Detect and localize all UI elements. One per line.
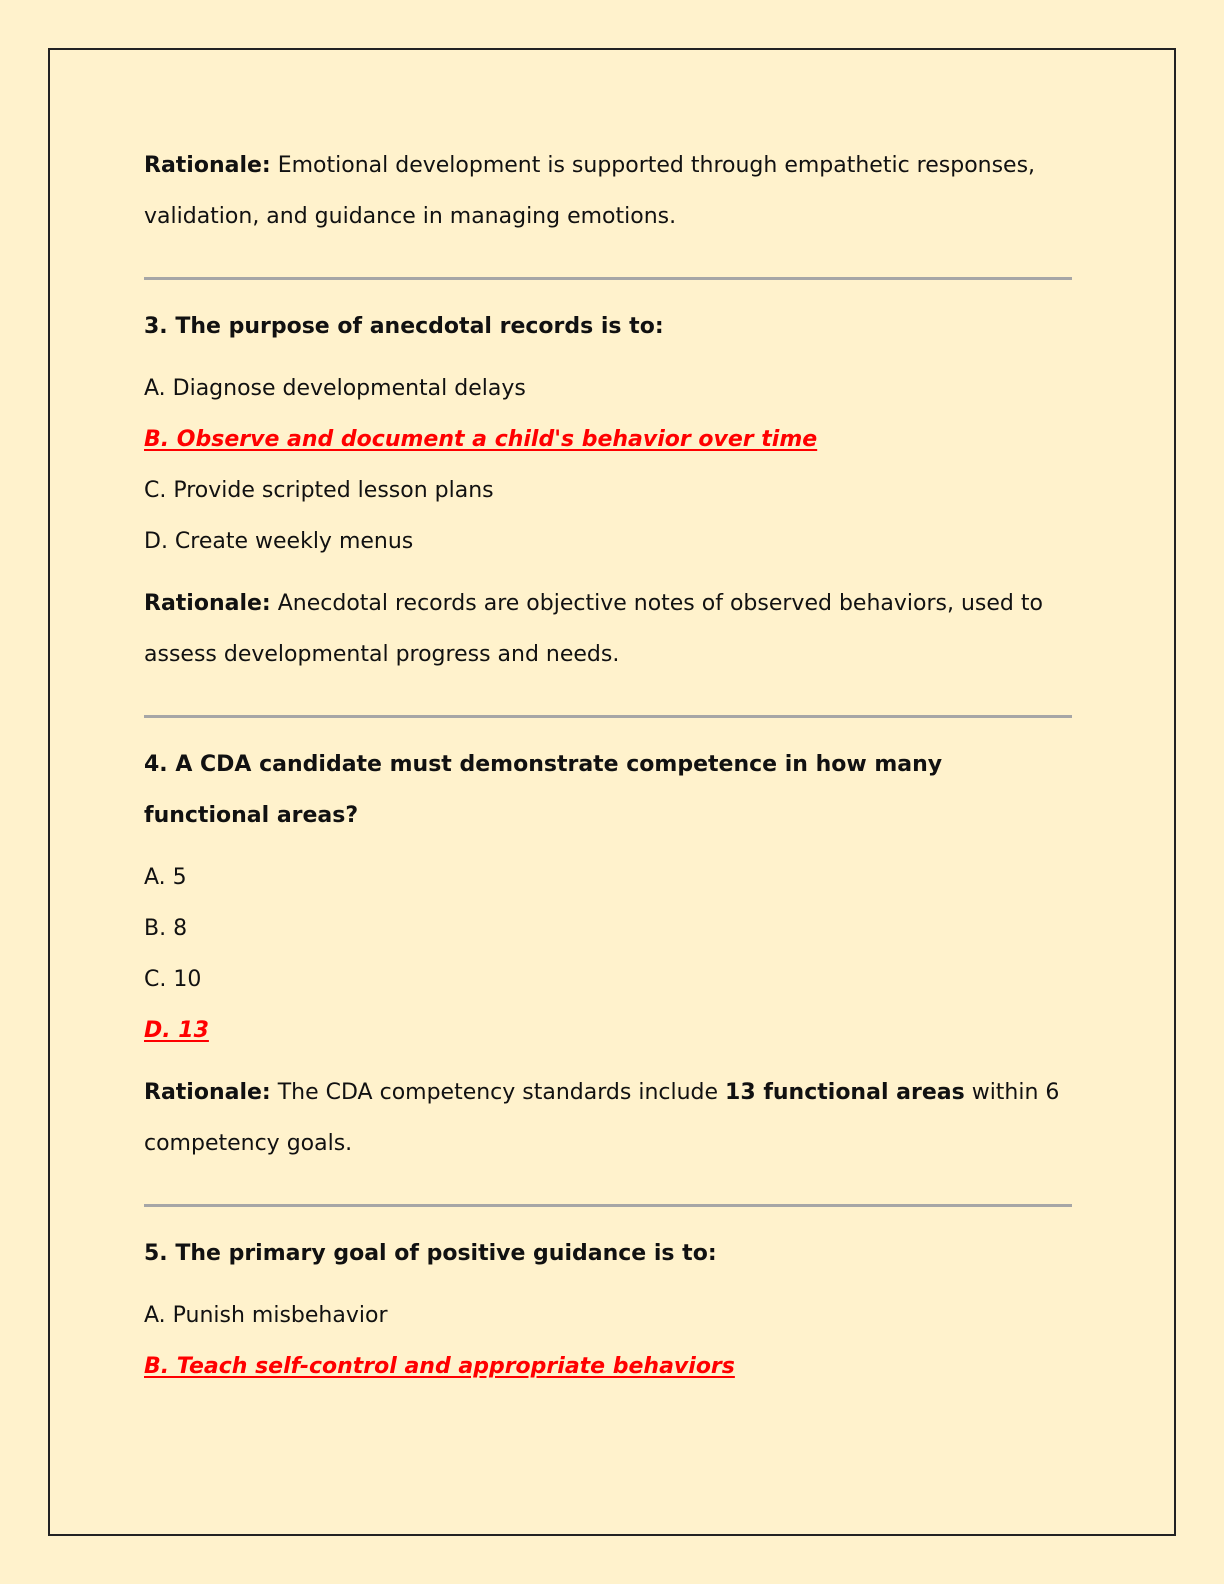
question-4-option-c: C. 10 [144, 967, 202, 992]
question-5-title: 5. The primary goal of positive guidance is to: [144, 1241, 717, 1266]
question-3-option-a: A. Diagnose developmental delays [144, 376, 526, 401]
rationale-label: Rationale: [144, 591, 271, 616]
rationale-text-pre: The CDA competency standards include [270, 1080, 726, 1105]
rationale-q4 [144, 1067, 1074, 1169]
question-3-option-b-correct: B. Observe and document a child's behavior over time [144, 427, 818, 452]
rationale-text-bold: 13 functional areas [725, 1080, 965, 1105]
question-4-option-d-correct: D. 13 [144, 1018, 209, 1043]
rationale-q2 [144, 140, 1074, 242]
rationale-q3 [144, 578, 1074, 680]
question-3-option-d: D. Create weekly menus [144, 529, 414, 554]
document-content [144, 140, 1074, 1392]
rationale-text-post: within 6 competency goals. [144, 1080, 1060, 1156]
question-3-title: 3. The purpose of anecdotal records is to: [144, 314, 664, 339]
question-4-title: 4. A CDA candidate must demonstrate competence in how many functional areas? [144, 752, 943, 828]
rationale-text: Anecdotal records are objective notes of observed behaviors, used to assess developmental progress and needs. [144, 591, 1043, 667]
question-4-option-b: B. 8 [144, 916, 188, 941]
question-5-option-b-correct: B. Teach self-control and appropriate behaviors [144, 1354, 735, 1379]
rationale-label: Rationale: [144, 1080, 271, 1105]
rationale-text: Emotional development is supported through empathetic responses, validation, and guidance in managing emotions. [144, 153, 1036, 229]
question-3-option-c: C. Provide scripted lesson plans [144, 478, 494, 503]
question-5-option-a: A. Punish misbehavior [144, 1303, 388, 1328]
rationale-label: Rationale: [144, 153, 271, 178]
question-4-option-a: A. 5 [144, 865, 187, 890]
